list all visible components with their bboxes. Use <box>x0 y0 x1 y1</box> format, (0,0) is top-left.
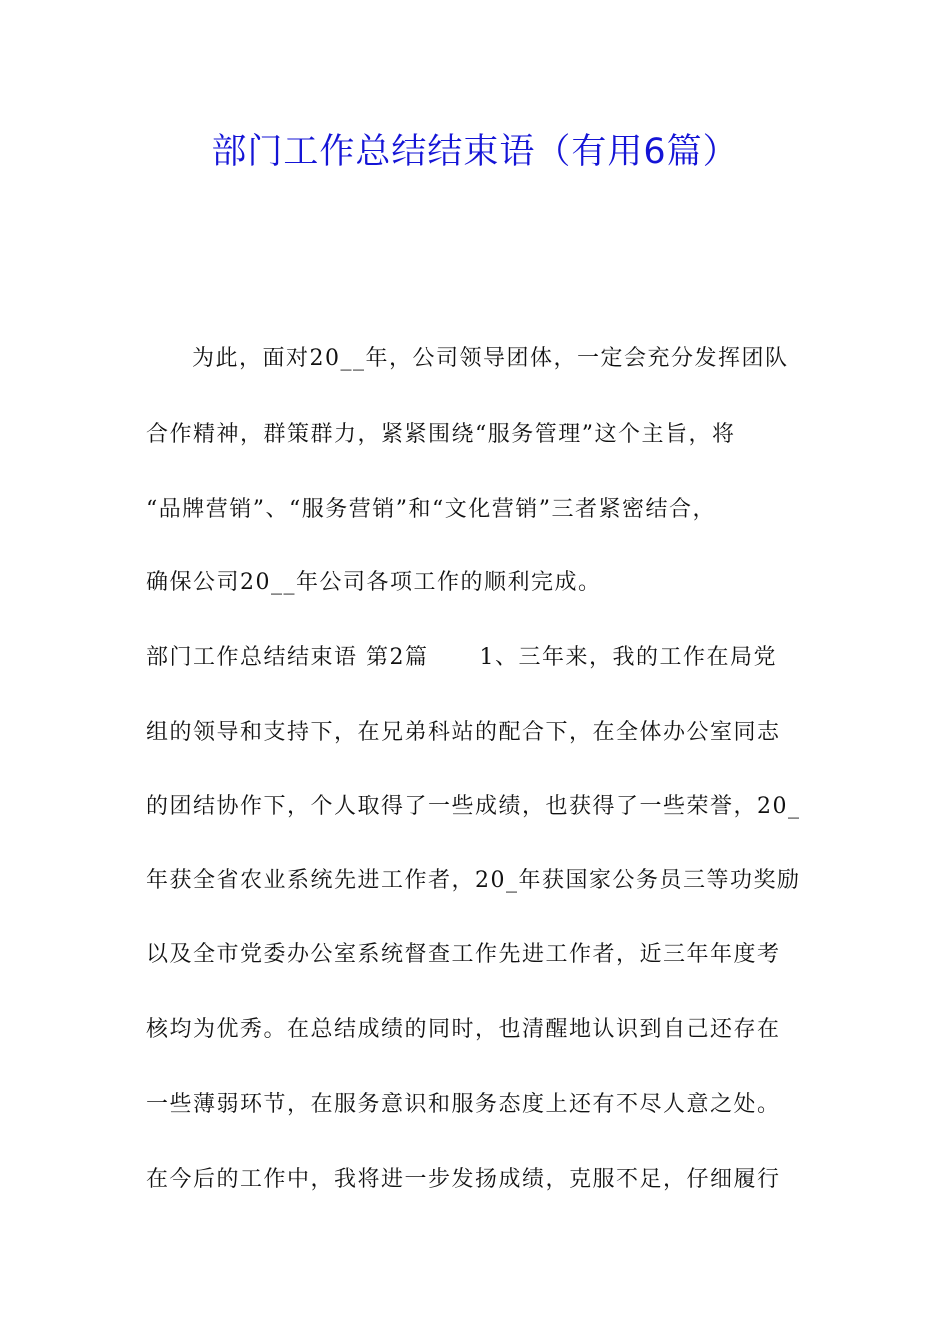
paragraph-line: 年获全省农业系统先进工作者，20_年获国家公务员三等功奖励 <box>146 868 801 893</box>
paragraph-line: 确保公司20__年公司各项工作的顺利完成。 <box>146 570 602 595</box>
section-heading-line: 部门工作总结结束语 第2篇 1、三年来，我的工作在局党 <box>146 645 777 670</box>
paragraph-line: “品牌营销”、“服务营销”和“文化营销”三者紧密结合， <box>146 497 716 522</box>
paragraph-line: 的团结协作下，个人取得了一些成绩，也获得了一些荣誉，20_ <box>146 794 801 819</box>
paragraph-line: 为此，面对20__年，公司领导团体，一定会充分发挥团队 <box>192 346 789 371</box>
paragraph-line: 以及全市党委办公室系统督查工作先进工作者，近三年年度考 <box>146 942 781 967</box>
paragraph-line: 合作精神，群策群力，紧紧围绕“服务管理”这个主旨，将 <box>146 422 736 447</box>
paragraph-line: 核均为优秀。在总结成绩的同时，也清醒地认识到自己还存在 <box>146 1017 781 1042</box>
paragraph-line: 组的领导和支持下，在兄弟科站的配合下，在全体办公室同志 <box>146 720 781 745</box>
paragraph-line: 一些薄弱环节，在服务意识和服务态度上还有不尽人意之处。 <box>146 1092 781 1117</box>
document-title: 部门工作总结结束语（有用6篇） <box>211 132 739 172</box>
paragraph-line: 在今后的工作中，我将进一步发扬成绩，克服不足，仔细履行 <box>146 1167 781 1192</box>
